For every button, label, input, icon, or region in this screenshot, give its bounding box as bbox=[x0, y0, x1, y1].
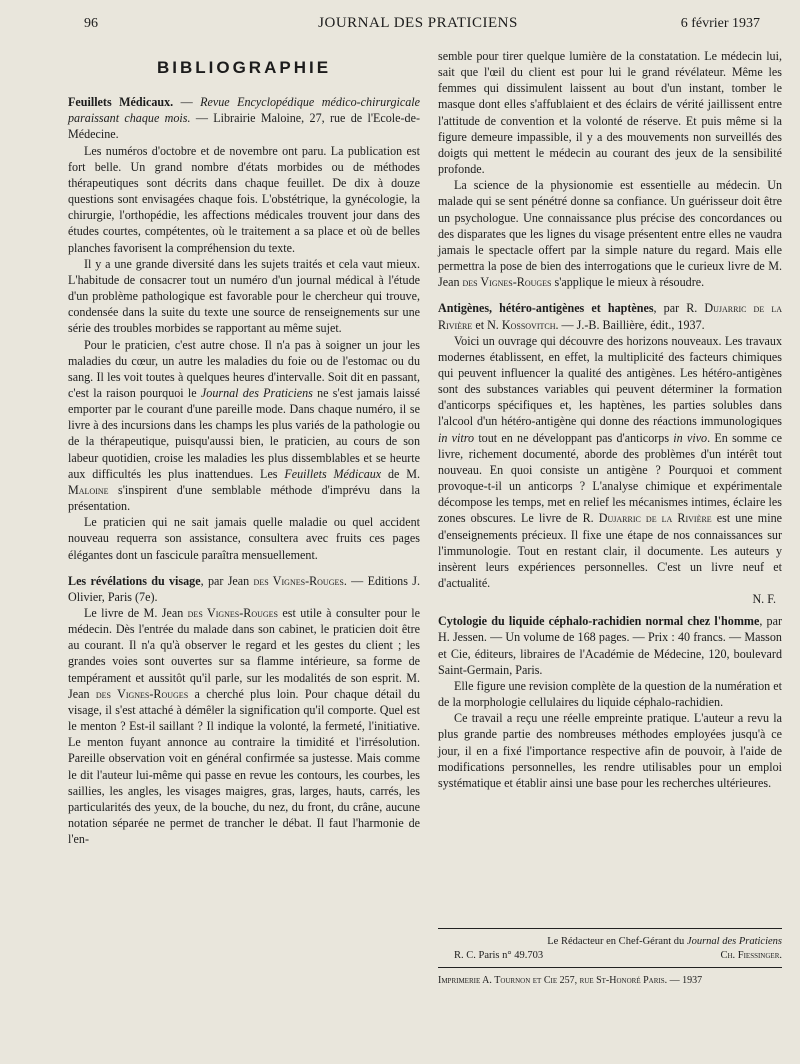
page-number: 96 bbox=[84, 16, 98, 31]
editor-name: Ch. Fiessinger. bbox=[720, 950, 782, 961]
paragraph: Le livre de M. Jean des Vignes-Rouges est utile à consulter pour le médecin. Dès l'entrée du malade dans son cabinet, le praticien doit être au courant. Il n'a qu'à observer le regard et les gestes du client ; les grandes voies sont ouvertes sur sa flamme intérieure, sa forme de tempérament et aussitôt qu'il parle, sur les modalités de son esprit. M. Jean des Vignes-Rouges a cherché plus loin. Pour chaque détail du visage, il s'est attaché à démêler la signification qu'il comporte. Quel est le menton ? Est-il saillant ? Il indique la volonté, la fermeté, l'initiative. Le menton fuyant annonce au contraire la timidité et l'irrésolution. Pareille observation voit en général confirmée sa justesse. Mais comme le dit l'auteur lui-même qui passe en revue les contours, les courbes, les saillies, les angles, les visages maigres, gras, larges, hauts, carrés, les particularités des yeux, de la bouche, du nez, du front, du crâne, aucune notation séparée ne permet de trancher le débat. Il faut l'harmonie de l'en- bbox=[68, 606, 420, 847]
issue-date: 6 février 1937 bbox=[680, 16, 760, 31]
footer-divider bbox=[438, 928, 782, 929]
registration-line bbox=[438, 949, 782, 963]
entry-author: des Vignes-Rouges bbox=[253, 573, 344, 588]
registration-number: R. C. Paris n° 49.703 bbox=[454, 950, 544, 961]
right-column bbox=[438, 48, 782, 791]
paragraph: Le praticien qui ne sait jamais quelle maladie ou quel accident nouveau requerra son assistance, consultera avec fruits ces pages élégantes dont un fascicule paraîtra mensuellement. bbox=[68, 515, 420, 562]
entry-publisher: . — J.-B. Baillière, édit., 1937. bbox=[555, 317, 705, 332]
paragraph: Ce travail a reçu une réelle empreinte pratique. L'auteur a revu la plus grande partie des nombreuses méthodes employées jusqu'à ce jour, il en a fixé l'importance respective afin de pouvoir, à l'aide de modifications personnelles, les rendre utilisables pour un emploi systématique et établir ainsi une base pour les recherches ultérieures. bbox=[438, 711, 782, 790]
paragraph: Il y a une grande diversité dans les sujets traités et cela vaut mieux. L'habitude de consacrer tout un numéro d'un journal médical à l'étude d'un problème pathologique est favorable pour le chercheur qui trouve, condensée dans la suite du texte une source de renseignements sur une série des troubles morbides se rapportant au même sujet. bbox=[68, 256, 420, 336]
entry-author: Kossovitch bbox=[501, 317, 556, 332]
entry-feuillets-header: Feuillets Médicaux. — Revue Encyclopédique médico-chirurgicale paraissant chaque mois. — Librairie Maloine, 27, rue de l'Ecole-de-Médecine. bbox=[68, 95, 421, 142]
paragraph: Elle figure une revision complète de la question de la numération et de la morphologie cellulaires du liquide céphalo-rachidien. bbox=[438, 678, 782, 710]
entry-antigenes-header: Antigènes, hétéro-antigènes et haptènes, par R. Dujarric de la Rivière et N. Kossovitch. — J.-B. Baillière, édit., 1937. bbox=[438, 301, 782, 332]
entry-title: Cytologie du liquide céphalo-rachidien normal chez l'homme bbox=[438, 614, 760, 629]
page-header bbox=[70, 12, 766, 34]
entry-cytologie-header: Cytologie du liquide céphalo-rachidien normal chez l'homme, par H. Jessen. — Un volume de 168 pages. — Prix : 40 francs. — Masson et Cie, éditeurs, libraires de l'Académie de Médecine, 120, boulevard Saint-Germain, Paris. bbox=[438, 614, 782, 677]
paragraph: La science de la physionomie est essentielle au médecin. Un malade qui se sent pénétré donne sa confiance. Un guérisseur doit être un psychologue. Une connaissance plus précise des concordances ou des disparates que les lignes du visage présentent entre elles ne vaudra jamais le spectacle offert par la simple nature du regard. Mais elle permettra la pose de bien des interrogations que le curieux livre de M. Jean des Vignes-Rouges s'applique le mieux à résoudre. bbox=[438, 178, 782, 290]
paragraph-continued: semble pour tirer quelque lumière de la constatation. Le médecin lui, sait que l'œil du client est pour lui le grand révélateur. Même les femmes qui dissimulent laissent au bout d'un instant, tomber le masque dont elles s'affublaient et des éclairs de vérité jaillissent entre l'attitude de convention et la volonté de réserve. Et puis même si la figure demeure impassible, il y a des mouvements non surveillés des doigts qui mettent le médecin au courant des jeux de la sensibilité profonde. bbox=[438, 49, 782, 177]
editor-line: Le Rédacteur en Chef-Gérant du Journal des Praticiens bbox=[547, 936, 782, 947]
entry-title: Feuillets Médicaux. bbox=[68, 95, 174, 110]
paragraph: Les numéros d'octobre et de novembre ont paru. La publication est fort belle. Un grand nombre d'états morbides ou de méthodes thérapeutiques sont décrits dans chaque feuillet. De dix à douze questions sont envisagées chaque fois. L'obstétrique, la gynécologie, la chirurgie, l'orthopédie, les affections médicales trouvent jour dans des études courtes, compétentes, où le traitement a sa place et où de belles planches favorisent la compréhension du texte. bbox=[68, 143, 420, 255]
entry-title: Antigènes, hétéro-antigènes et haptènes bbox=[438, 301, 654, 316]
journal-title: JOURNAL DES PRATICIENS bbox=[318, 15, 518, 31]
entry-revelations-header: Les révélations du visage, par Jean des Vignes-Rouges. — Editions J. Olivier, Paris (7e). bbox=[68, 573, 420, 604]
paragraph: Voici un ouvrage qui découvre des horizons nouveaux. Les travaux modernes établissent, en effet, la multiplicité des facteurs chimiques qui peuvent influencer la qualité des antigènes. Les hétéro-antigènes sont des substances variables qui peuvent déterminer la formation d'anticorps spécifiques et, les haptènes, les parties solubles dans l'alcool d'un hétéro-antigène qui donne des réactions immunologiques in vitro tout en ne développant pas d'anticorps in vivo. En somme ce livre, richement documenté, aborde des problèmes d'un intérêt tout nouveau. En quoi consiste un antigène ? Pourquoi et comment provoque-t-il un anticorps ? L'analyse chimique et expérimentale décompose les temps, met en relief les mécanismes intimes, éclaire les zones obscures. Le livre de R. Dujarric de la Rivière est une mine d'enseignements précieux. Il fixe une étape de nos connaissances sur l'immunologie. Tout en restant clair, il documente. Les auteurs y insèrent leurs expériences personnelles. C'est un livre neuf et d'actualité. bbox=[438, 333, 783, 590]
printer-line: Imprimerie A. Tournon et Cie 257, rue St-Honoré Paris. — 1937 bbox=[438, 967, 782, 988]
review-signature: N. F. bbox=[752, 592, 776, 607]
left-column bbox=[68, 46, 420, 847]
entry-subtitle: Revue Encyclopédique médico-chirurgicale paraissant chaque mois. bbox=[68, 95, 421, 126]
page-footer bbox=[438, 928, 782, 988]
paragraph: Pour le praticien, c'est autre chose. Il n'a pas à soigner un jour les maladies du cœur, un autre les maladies du foie ou de l'estomac ou du sang. Il les voit toutes à quelques heures d'intervalle. Soit dit en passant, c'est la raison pourquoi le Journal des Praticiens ne s'est jamais laissé emporter par le courant d'une pareille mode. Dans chaque numéro, il se livre à des incursions dans les champs les plus variés de la pathologie ou de la thérapeutique, puisqu'aussi bien, le praticien, au cours de son labeur quotidien, croise les maladies les plus dissemblables et se heurte aux difficultés les plus inattendues. Les Feuillets Médicaux de M. Maloine s'inspirent d'une semblable méthode d'imprévu dans la présentation. bbox=[68, 337, 421, 514]
entry-title: Les révélations du visage bbox=[68, 573, 201, 588]
entry-author: Dujarric de la Rivière bbox=[438, 301, 782, 332]
entry-publisher: — Un volume de 168 pages. — Prix : 40 francs. — Masson et Cie, éditeurs, libraires de l'Académie de Médecine, 120, boulevard Saint-Germain, Paris. bbox=[438, 630, 782, 677]
entry-publisher: — Librairie Maloine, 27, rue de l'Ecole-de-Médecine. bbox=[68, 111, 420, 142]
entry-publisher: . — Editions J. Olivier, Paris (7e). bbox=[68, 573, 420, 604]
section-title: BIBLIOGRAPHIE bbox=[156, 58, 332, 77]
